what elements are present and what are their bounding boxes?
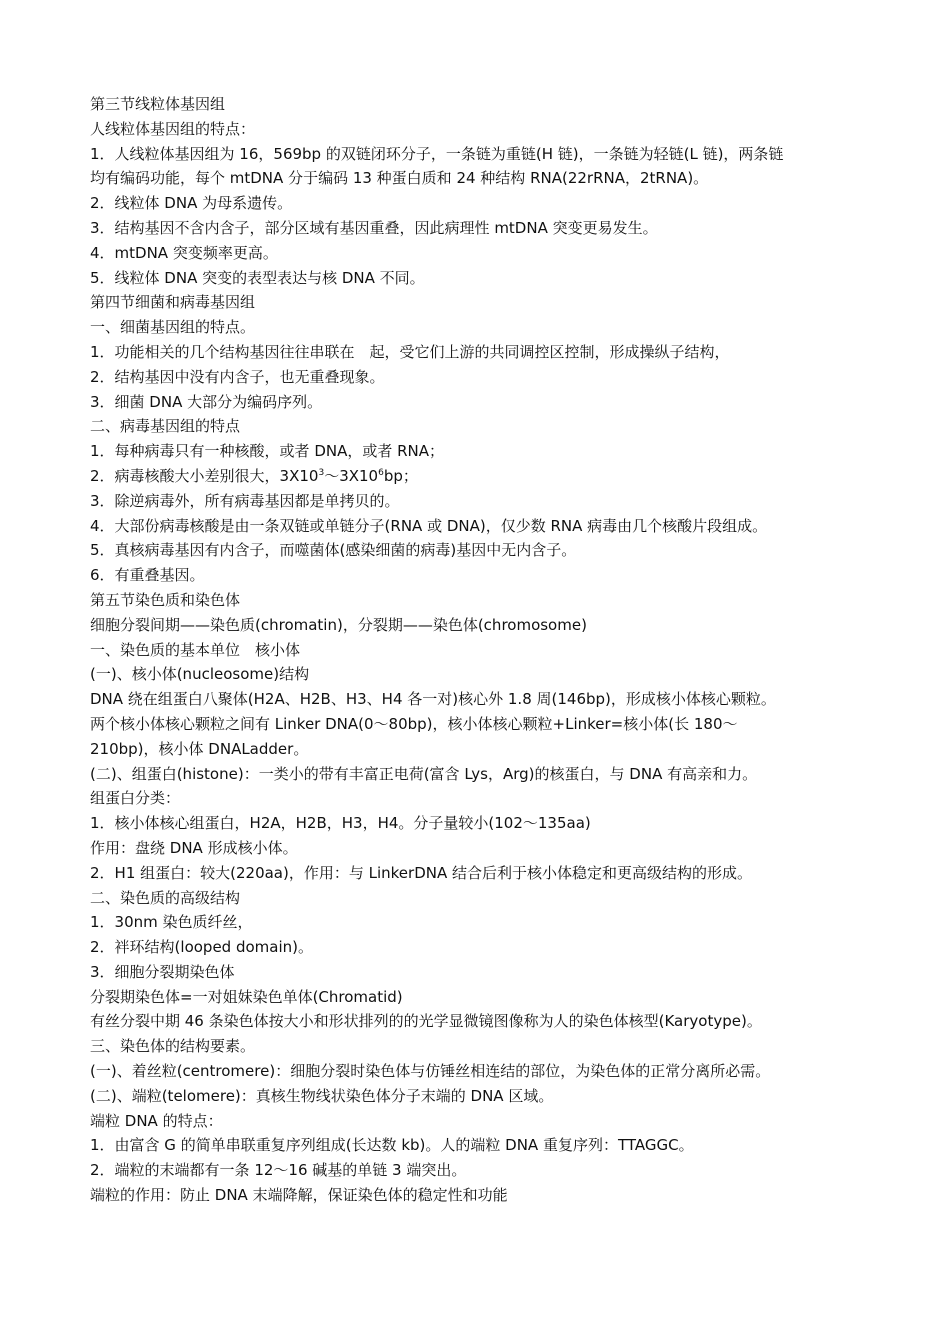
document-page [90, 92, 865, 1208]
text-line: 端粒 DNA 的特点： [90, 1111, 223, 1130]
text-line: (二)、组蛋白(histone)：一类小的带有丰富正电荷(富含 Lys，Arg)的核蛋白，与 DNA 有高亲和力。 [90, 764, 758, 783]
section-title: 第三节线粒体基因组 [90, 95, 226, 113]
text-line: 有丝分裂中期 46 条染色体按大小和形状排列的的光学显微镜图像称为人的染色体核型(Karyotype)。 [90, 1012, 762, 1031]
text-line: 端粒的作用：防止 DNA 末端降解，保证染色体的稳定性和功能 [90, 1186, 508, 1205]
text-line: 一、染色质的基本单位 核小体 [90, 640, 301, 659]
superscript: 6 [378, 467, 384, 478]
section-title: 第四节细菌和病毒基因组 [90, 293, 256, 312]
text-line: 三、染色体的结构要素。 [90, 1037, 256, 1056]
text-line: 2．袢环结构(looped domain)。 [90, 938, 313, 957]
text-line: 作用：盘绕 DNA 形成核小体。 [90, 838, 298, 857]
text-line: 6．有重叠基因。 [90, 566, 205, 585]
text-line: (一)、着丝粒(centromere)：细胞分裂时染色体与仿锤丝相连结的部位，为染色体的正常分离所必需。 [90, 1062, 771, 1081]
text-line: (一)、核小体(nucleosome)结构 [90, 665, 310, 684]
text-line: 210bp)，核小体 DNALadder。 [90, 739, 309, 758]
text-line: 1．每种病毒只有一种核酸，或者 DNA，或者 RNA； [90, 442, 445, 461]
text-line: 2．H1 组蛋白：较大(220aa)，作用：与 LinkerDNA 结合后利于核小体稳定和更高级结构的形成。 [90, 863, 753, 882]
text-line: 一、细菌基因组的特点。 [90, 318, 256, 337]
text-line: 1．由富含 G 的简单串联重复序列组成(长达数 kb)。人的端粒 DNA 重复序列：TTAGGC。 [90, 1136, 694, 1155]
text-line: 均有编码功能，每个 mtDNA 分于编码 13 种蛋白质和 24 种结构 RNA(22rRNA，2tRNA)。 [90, 169, 709, 188]
text-line: 5．线粒体 DNA 突变的表型表达与核 DNA 不同。 [90, 268, 425, 287]
text-line: 3．细菌 DNA 大部分为编码序列。 [90, 392, 323, 411]
text-line: (二)、端粒(telomere)：真核生物线状染色体分子末端的 DNA 区域。 [90, 1086, 554, 1105]
text-line: DNA 绕在组蛋白八聚体(H2A、H2B、H3、H4 各一对)核心外 1.8 周(146bp)，形成核小体核心颗粒。 [90, 690, 776, 709]
text-fragment: bp； [383, 466, 418, 485]
text-line: 3．细胞分裂期染色体 [90, 962, 235, 981]
text-fragment: 2．病毒核酸大小差别很大，3X10 [90, 466, 319, 485]
text-line: 4．大部份病毒核酸是由一条双链或单链分子(RNA 或 DNA)，仅少数 RNA 病毒由几个核酸片段组成。 [90, 516, 768, 535]
text-line: 3．除逆病毒外，所有病毒基因都是单拷贝的。 [90, 491, 400, 510]
text-line: 人线粒体基因组的特点： [90, 119, 256, 138]
superscript: 3 [318, 467, 325, 478]
text-line-with-superscript [90, 464, 865, 489]
section-title: 第五节染色质和染色体 [90, 590, 241, 609]
text-line: 1．人线粒体基因组为 16，569bp 的双链闭环分子，一条链为重链(H 链)，一条链为轻链(L 链)，两条链 [90, 144, 784, 163]
text-line: 细胞分裂间期——染色质(chromatin)，分裂期——染色体(chromosome) [90, 615, 587, 634]
text-line: 2．结构基因中没有内含子，也无重叠现象。 [90, 367, 385, 386]
text-line: 1．功能相关的几个结构基因往往串联在 起，受它们上游的共同调控区控制，形成操纵子结构， [90, 342, 730, 361]
text-line: 二、染色质的高级结构 [90, 888, 241, 907]
text-line: 1．核小体核心组蛋白，H2A，H2B，H3，H4。分子量较小(102～135aa) [90, 814, 591, 833]
text-line: 分裂期染色体=一对姐妹染色单体(Chromatid) [90, 987, 403, 1006]
text-line: 1．30nm 染色质纤丝， [90, 913, 253, 932]
text-line: 5．真核病毒基因有内含子，而噬菌体(感染细菌的病毒)基因中无内含子。 [90, 541, 577, 560]
text-fragment: ～3X10 [324, 466, 379, 485]
text-line: 二、病毒基因组的特点 [90, 417, 241, 436]
text-line: 3．结构基因不含内含子，部分区域有基因重叠，因此病理性 mtDNA 突变更易发生。 [90, 218, 658, 237]
text-line: 2．线粒体 DNA 为母系遗传。 [90, 194, 293, 213]
text-line: 组蛋白分类： [90, 789, 181, 808]
text-line: 2．端粒的末端都有一条 12～16 碱基的单链 3 端突出。 [90, 1161, 467, 1180]
text-line: 两个核小体核心颗粒之间有 Linker DNA(0～80bp)，核小体核心颗粒+Linker=核小体(长 180～ [90, 714, 738, 733]
text-line: 4．mtDNA 突变频率更高。 [90, 243, 278, 262]
